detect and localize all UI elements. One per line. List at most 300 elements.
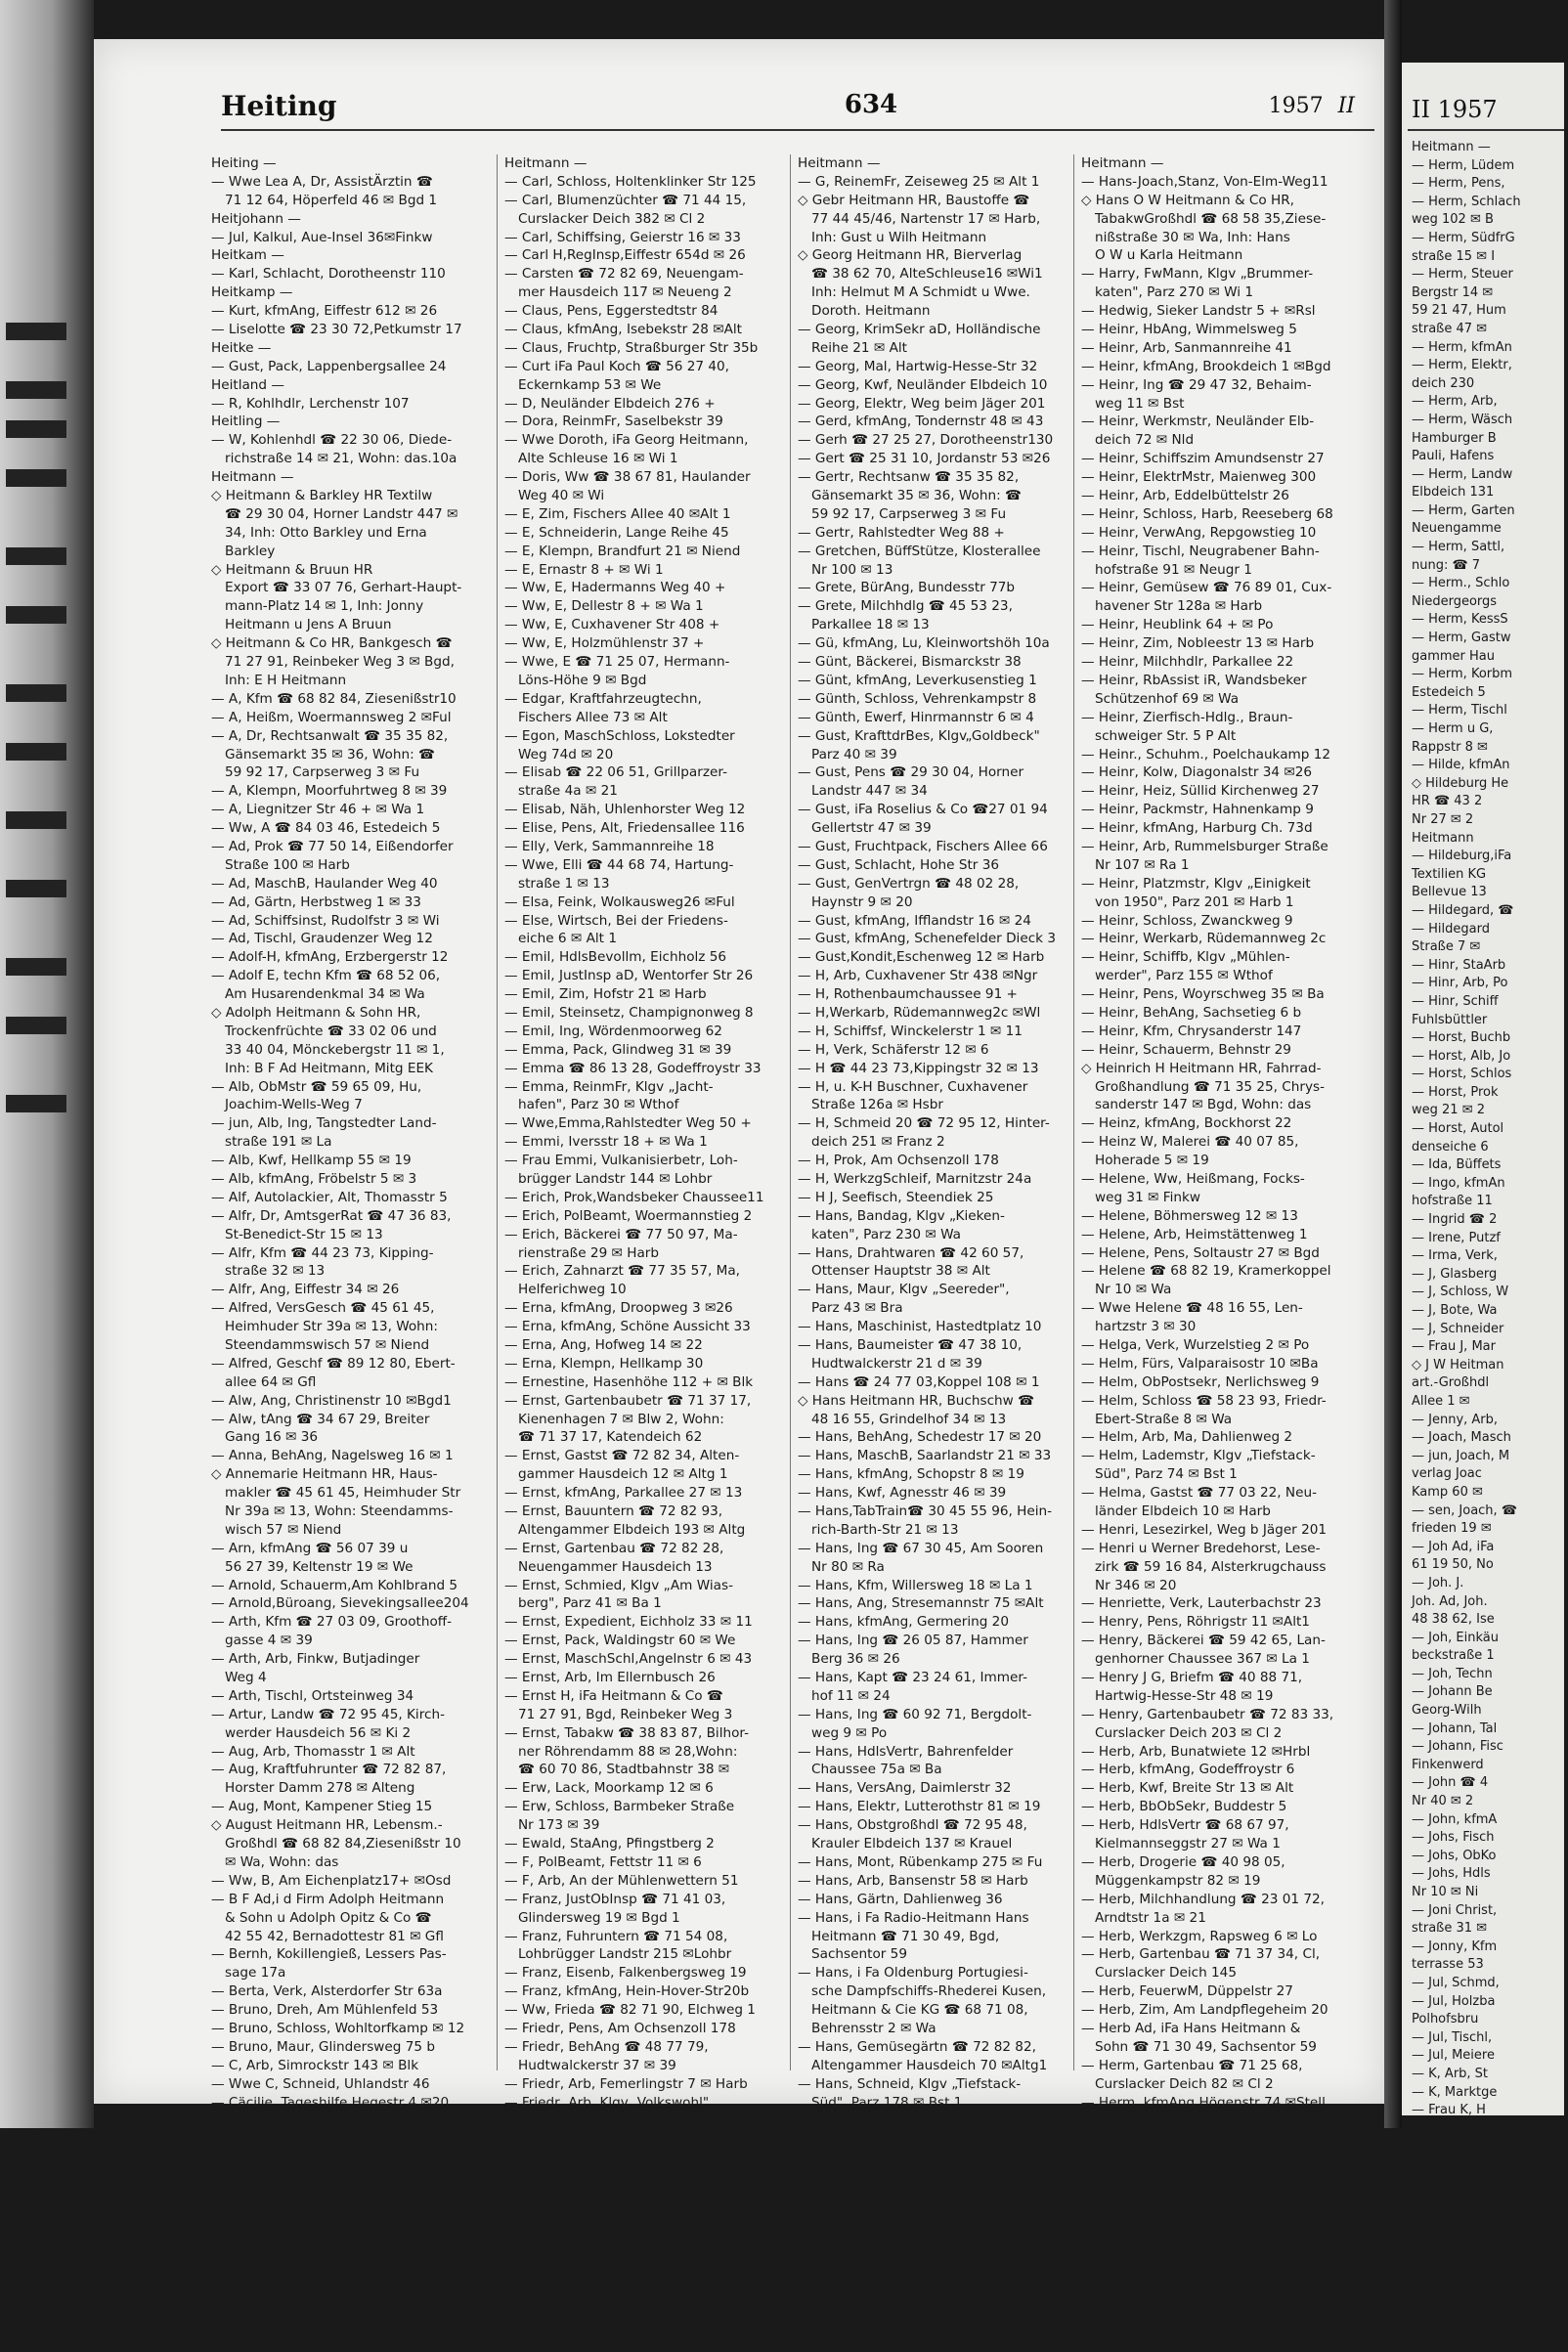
directory-entry-line: — Heinr, Zim, Nobleestr 13 ✉ Harb [1081, 635, 1315, 652]
directory-entry-line: — Heinr, Packmstr, Hahnenkamp 9 [1081, 802, 1314, 818]
facing-entry-line: — Herm, Steuer [1412, 267, 1513, 283]
directory-entry-line: — D, Neuländer Elbdeich 276 + [504, 395, 716, 412]
directory-entry-line: — Friedr, Arb, Klgv „Volkswohl", [504, 2094, 714, 2111]
directory-entry-line: werder Hausdeich 56 ✉ Ki 2 [225, 1724, 412, 1741]
directory-entry-line: — Egon, MaschSchloss, Lokstedter [504, 727, 735, 744]
directory-entry-line: hofstraße 91 ✉ Neugr 1 [1095, 561, 1252, 578]
directory-entry-line: — Arnold,Büroang, Sievekingsallee204 [211, 1595, 469, 1612]
directory-entry-line: — Gust,Kondit,Eschenweg 12 ✉ Harb [798, 949, 1045, 966]
directory-entry-line: — Hans, Ang, Stresemannstr 75 ✉Alt [798, 1595, 1044, 1612]
directory-entry-line: Inh: E H Heitmann [225, 672, 347, 688]
facing-entry-line: — Horst, Buchb [1412, 1030, 1511, 1046]
facing-entry-line: Nr 10 ✉ Ni [1412, 1885, 1479, 1899]
directory-entry-line: O W u Karla Heitmann [1095, 247, 1243, 264]
facing-entry-line: ◇ Hildeburg He [1412, 775, 1509, 791]
directory-entry-line: ◇ August Heitmann HR, Lebensm.- [211, 1817, 443, 1834]
directory-entry-line: sage 17a [225, 1965, 286, 1982]
directory-entry-line: — Bruno, Maur, Glindersweg 75 b [211, 2038, 435, 2055]
directory-entry-line: — Emil, Zim, Hofstr 21 ✉ Harb [504, 986, 707, 1003]
directory-entry-line: — Hans, Kapt ☎ 23 24 61, Immer- [798, 1670, 1028, 1686]
directory-entry-line: — Ernst, kfmAng, Parkallee 27 ✉ 13 [504, 1485, 743, 1502]
directory-entry-line: Ernst-Albers-Str 20 ✉ 26 [811, 2242, 974, 2258]
directory-entry-line: wisch 57 ✉ Niend [225, 1521, 342, 1538]
directory-entry-line: Heitmann & Cie KG ☎ 68 71 08, [811, 2002, 1028, 2019]
directory-entry-line: — Friedr, Pens, Am Ochsenzoll 178 [504, 2020, 736, 2036]
facing-entry-line: Neuengamme [1412, 521, 1502, 537]
directory-entry-line: — Hans, i Fa Radio-Heitmann Hans [798, 1909, 1029, 1926]
directory-entry-line: — Wwe Helene ☎ 48 16 55, Len- [1081, 1300, 1303, 1317]
directory-entry-line: — Gerd, kfmAng, Tondernstr 48 ✉ 43 [798, 414, 1044, 430]
facing-entry-line: Allee 1 ✉ [1412, 1393, 1470, 1409]
directory-entry-line: — H, Rothenbaumchaussee 91 + [798, 986, 1018, 1003]
directory-entry-line: — Carl, Klempnermstr ☎ 22 19 68, [211, 2242, 447, 2258]
facing-entry-line: Rappstr 8 ✉ [1412, 739, 1488, 755]
directory-entry-line: straße 191 ✉ La [225, 1134, 332, 1151]
directory-entry-line: — Georg, KrimSekr aD, Holländische [798, 322, 1041, 338]
directory-entry-line: Wohn: ☎ 47 24 35, Willistr 14 [518, 2168, 719, 2185]
directory-entry-line: — Wwe, E ☎ 71 25 07, Hermann- [504, 654, 730, 671]
directory-entry-line: — Heinr, kfmAng, Brookdeich 1 ✉Bgd [1081, 358, 1331, 374]
directory-entry-line: havener Str 128a ✉ Harb [1095, 598, 1263, 615]
directory-entry-line: allee 64 ✉ Gfl [225, 1373, 317, 1390]
directory-entry-line: Trockenfrüchte ☎ 33 02 06 und [225, 1023, 437, 1039]
facing-entry-line: — Ida, Büffets [1412, 1157, 1502, 1173]
directory-entry-line: weg 31 ✉ Finkw [1095, 1189, 1200, 1205]
directory-entry-line: — Hans, Schneid, Klgv „Tiefstack- [798, 2075, 1022, 2092]
directory-entry-line: — Hans,TabTrain☎ 30 45 55 96, Hein- [798, 1503, 1053, 1520]
directory-entry-line: — Gust, Fruchtpack, Fischers Allee 66 [798, 838, 1048, 854]
directory-entry-line: Gang 16 ✉ 36 [225, 1429, 319, 1446]
facing-entry-line: — Herm, Lüdem [1412, 157, 1515, 173]
directory-entry-line: — A, Dr, Rechtsanwalt ☎ 35 35 82, [211, 727, 449, 744]
directory-entry-line: Heimhuder Str 39a ✉ 13, Wohn: [225, 1319, 438, 1335]
directory-entry-line: — Ernst, MaschSchl,Angelnstr 6 ✉ 43 [504, 1651, 753, 1668]
directory-entry-line: — Gust, iFa Roselius & Co ☎27 01 94 [798, 802, 1048, 818]
directory-entry-line: damm 156 ✉ 39 [225, 2186, 334, 2202]
directory-entry-line: — Ernst, Bauuntern ☎ 72 82 93, [504, 1503, 723, 1520]
directory-entry-line: Heitmann — [798, 155, 881, 171]
directory-page [94, 39, 1384, 2351]
directory-entry-line: ◇ Heitmann & Barkley HR Textilw [211, 488, 433, 504]
directory-entry-line: Nr 39a ✉ 13, Wohn: Steendamms- [225, 1503, 454, 1520]
directory-entry-line: — Helene, Arb, Heimstättenweg 1 [1081, 1226, 1308, 1242]
facing-entry-line: — Johs, ObKo [1412, 1848, 1497, 1863]
directory-entry-line: Doroth. Heitmann [811, 303, 931, 320]
directory-entry-line: richstraße 14 ✉ 21, Wohn: das.10a [225, 451, 457, 467]
directory-entry-line: — Georg, Mal, Hartwig-Hesse-Str 32 [798, 358, 1038, 374]
facing-entry-line: — Horst, Alb, Jo [1412, 1048, 1511, 1064]
directory-entry-line: 56 27 39, Keltenstr 19 ✉ We [225, 1558, 414, 1575]
directory-entry-line: ☎ 71 37 17, Katendeich 62 [518, 1429, 703, 1446]
directory-entry-line: Barkley [225, 543, 276, 559]
directory-entry-line: Nr 100 ✉ 13 [811, 561, 893, 578]
facing-entry-line: — Jul, Holzba [1412, 1993, 1496, 2009]
facing-entry-line: — Joh Ad, iFa [1412, 1539, 1495, 1554]
directory-entry-line: — Friedrich, Dr, Wirtschaftsprüfer☎ [504, 2131, 744, 2148]
directory-entry-line: — Bruno, Dreh, Am Mühlenfeld 53 [211, 2002, 439, 2019]
directory-entry-line: — Heinr, Werkarb, Rüdemannweg 2c [1081, 931, 1327, 947]
directory-entry-line: zirk ☎ 59 16 84, Alsterkrugchauss [1095, 1558, 1327, 1575]
directory-entry-line: — Hans, Ing ☎ 60 92 71, Bergdolt- [798, 1706, 1032, 1722]
directory-entry-line: — Emil, Ing, Wördenmoorweg 62 [504, 1023, 722, 1039]
directory-entry-line: — Hedwig, Sieker Landstr 5 + ✉Rsl [1081, 303, 1316, 320]
directory-entry-line: — Alfr, Ang, Eiffestr 34 ✉ 26 [211, 1282, 400, 1298]
directory-entry-line: — Elisab, Näh, Uhlenhorster Weg 12 [504, 802, 746, 818]
directory-entry-line: Heitkamp — [211, 284, 293, 301]
directory-entry-line: Fischers Allee 73 ✉ Alt [518, 709, 668, 725]
directory-entry-line: mer Hausdeich 117 ✉ Neueng 2 [518, 284, 732, 301]
facing-entry-line: — J, Bote, Wa [1412, 1303, 1498, 1318]
directory-entry-line: — Elsa, Feink, Wolkausweg26 ✉Ful [504, 893, 735, 910]
facing-entry-line: — K, Marktge [1412, 2084, 1498, 2100]
directory-entry-line: — Heinr, Ing ☎ 29 47 32, Behaim- [1081, 376, 1312, 393]
directory-entry-line: — H, u. K-H Buschner, Cuxhavener [798, 1078, 1028, 1095]
directory-entry-line: — Elisab ☎ 22 06 51, Grillparzer- [504, 764, 727, 781]
directory-entry-line: — Arnold, Schauerm,Am Kohlbrand 5 [211, 1577, 458, 1593]
directory-entry-line: — Gust, Schlacht, Hohe Str 36 [798, 856, 1000, 873]
directory-entry-line: — Hans, Elektr, Lutterothstr 81 ✉ 19 [798, 1799, 1041, 1815]
facing-entry-line: — Herm, Pens, [1412, 176, 1505, 192]
directory-entry-line: — Emil, Steinsetz, Champignonweg 8 [504, 1004, 754, 1021]
directory-entry-line: — Ernst, Expedient, Eichholz 33 ✉ 11 [504, 1614, 753, 1631]
directory-entry-line: — Georg, Kwf, Neuländer Elbdeich 10 [798, 376, 1048, 393]
directory-entry-line: Glindersweg 19 ✉ Bgd 1 [518, 1909, 680, 1926]
facing-entry-line: straße 15 ✉ I [1412, 248, 1496, 264]
directory-entry-line: Heitling — [211, 414, 281, 430]
facing-entry-line: Pauli, Hafens [1412, 449, 1495, 464]
directory-entry-line: — Heinr, Schloss, Harb, Reeseberg 68 [1081, 505, 1333, 522]
directory-entry-line: St-Benedict-Str 15 ✉ 13 [225, 1226, 383, 1242]
facing-entry-line: — J, Glasberg [1412, 1266, 1498, 1282]
directory-entry-line: gasse 4 ✉ 39 [225, 1633, 313, 1649]
directory-entry-line: — Arth, Tischl, Ortsteinweg 34 [211, 1687, 414, 1704]
directory-entry-line: ◇ Heitmann & Co HR, Bankgesch ☎ [211, 635, 453, 652]
directory-entry-line: Weg 40 ✉ Wi [518, 488, 605, 504]
directory-entry-line: Großhandlung ☎ 71 35 25, Chrys- [1095, 1078, 1326, 1095]
facing-entry-line: — Irma, Verk, [1412, 1248, 1498, 1264]
directory-entry-line: Curslacker Deich 382 ✉ Cl 2 [518, 210, 706, 227]
directory-entry-line: — F, PolBeamt, Fettstr 11 ✉ 6 [504, 1853, 702, 1870]
directory-entry-line: — Jul, Kalkul, Aue-Insel 36✉Finkw [211, 229, 433, 245]
directory-entry-line: Großhdl ☎ 68 82 84,Ziesenißstr 10 [225, 1836, 461, 1852]
directory-entry-line: — Doris, Ww ☎ 38 67 81, Haulander [504, 469, 751, 486]
directory-entry-line: Ebert-Straße 8 ✉ Wa [1095, 1411, 1233, 1427]
directory-entry-line: Heitkam — [211, 247, 284, 264]
directory-entry-line: 42 55 42, Bernadottestr 81 ✉ Gfl [225, 1928, 444, 1944]
directory-entry-line: Arndtstr 1a ✉ 21 [1095, 1909, 1206, 1926]
directory-entry-line: — W, Kohlenhdl ☎ 22 30 06, Diede- [211, 432, 453, 449]
directory-entry-line: Steindamm 67 ✉ Alt [1095, 2297, 1231, 2314]
directory-entry-line: Nr 346 ✉ 20 [1095, 1577, 1177, 1593]
directory-entry-line: ◇ Hans Heitmann & Sohn HR, Rund- [798, 2112, 1038, 2129]
facing-entry-line: straße 47 ✉ [1412, 321, 1488, 336]
directory-entry-line: — H, Schiffsf, Winckelerstr 1 ✉ 11 [798, 1023, 1023, 1039]
directory-entry-line: — Heinr., Schuhm., Poelchaukamp 12 [1081, 746, 1331, 762]
directory-entry-line: — Alfred, Geschf ☎ 89 12 80, Ebert- [211, 1355, 456, 1372]
directory-entry-line: — Hans, Maschinist, Hastedtplatz 10 [798, 1319, 1042, 1335]
directory-entry-line: — Gertr, Rechtsanw ☎ 35 35 82, [798, 469, 1020, 486]
directory-entry-line: — Herm, Gartenbau ☎ 71 25 68, [1081, 2057, 1303, 2073]
directory-entry-line: — Hans ☎ 24 77 03,Koppel 108 ✉ 1 [798, 1373, 1040, 1390]
directory-entry-line: — G, kfmAng, Neuländer Elbdeich [504, 2316, 730, 2332]
directory-entry-line: Curslacker Deich 145 [1095, 1965, 1237, 1982]
facing-entry-line: Bellevue 13 [1412, 885, 1487, 900]
column-divider [790, 154, 791, 2070]
directory-entry-line: — Alw, Ang, Christinenstr 10 ✉Bgd1 [211, 1392, 452, 1409]
directory-entry-line: freunde", Parz 22 ✉ Wa 1 [518, 2279, 686, 2295]
directory-column-4 [1081, 154, 1365, 2314]
directory-entry-line: — Günth, Ewerf, Hinrmannstr 6 ✉ 4 [798, 709, 1034, 725]
directory-entry-line: Straße 126a ✉ Hsbr [811, 1097, 943, 1113]
directory-entry-line: Ottenser Hauptstr 38 ✉ Alt [811, 1263, 990, 1280]
directory-entry-line: — E, Ernastr 8 + ✉ Wi 1 [504, 561, 664, 578]
directory-entry-line: — Hans, Obstgroßhdl ☎ 72 95 48, [798, 1817, 1027, 1834]
directory-column-1 [211, 154, 495, 2314]
directory-entry-line: — Helene, Böhmersweg 12 ✉ 13 [1081, 1207, 1298, 1224]
directory-entry-line: — Artur, Landw ☎ 72 95 45, Kirch- [211, 1706, 445, 1722]
facing-entry-line: — Jul, Schmd, [1412, 1975, 1500, 1990]
directory-entry-line: — Ww, B, Am Eichenplatz17+ ✉Osd [211, 1872, 452, 1889]
directory-entry-line: Haynstr 9 ✉ 20 [811, 893, 913, 910]
facing-entry-line: — Käthe, Ko [1412, 2175, 1489, 2191]
facing-entry-line: — Frau J, Mar [1412, 1339, 1496, 1355]
directory-entry-line: — Heinr, Zierfisch-Hdlg., Braun- [1081, 709, 1293, 725]
directory-entry-line: — Herb, Milchhandlung ☎ 23 01 72, [1081, 1891, 1325, 1907]
directory-entry-line: — Erna, Ang, Hofweg 14 ✉ 22 [504, 1337, 703, 1353]
directory-entry-line: Inh: Helmut M A Schmidt u Wwe. [811, 284, 1030, 301]
directory-entry-line: — Herm, SchiffbTechn, Rellinger Str 35 [1081, 2168, 1339, 2185]
directory-entry-line: Parkallee 18 ✉ 13 [811, 617, 930, 633]
directory-entry-line: Nr 80 ✉ Ra [811, 1558, 885, 1575]
directory-entry-line: straße 32 ✉ 13 [225, 1263, 326, 1280]
directory-entry-line: Süd", Parz 74 ✉ Bst 1 [1095, 1466, 1238, 1483]
directory-entry-line: — Gust, Pens ☎ 29 30 04, Horner [798, 764, 1024, 781]
directory-entry-line: — Cäcilie, Arb, Lassallestr 2 ✉ Harb [211, 2112, 448, 2129]
directory-entry-line: — Helma, Gastst ☎ 77 03 22, Neu- [1081, 1485, 1317, 1502]
directory-entry-line: — Ad, Schiffsinst, Rudolfstr 3 ✉ Wi [211, 912, 440, 929]
facing-entry-line: — Herm, Sattl, [1412, 540, 1505, 555]
directory-entry-line: — Carsten ☎ 72 82 69, Neuengam- [504, 266, 744, 283]
facing-entry-line: — Herm, Garten [1412, 502, 1515, 518]
directory-entry-line: — Curt iFa Paul Koch ☎ 56 27 40, [504, 358, 729, 374]
directory-entry-line: — Alb, Kwf, Hellkamp 55 ✉ 19 [211, 1153, 412, 1169]
directory-entry-line: — Heinr, Schiffszim Amundsenstr 27 [1081, 451, 1325, 467]
directory-entry-line: Krauler Elbdeich 137 ✉ Krauel [811, 1836, 1013, 1852]
directory-entry-line: Heitmann — [1081, 155, 1164, 171]
directory-entry-line: — Henry, Gartenbaubetr ☎ 72 83 33, [1081, 1706, 1334, 1722]
directory-entry-line: weg 9 ✉ Po [811, 1724, 888, 1741]
facing-page [1402, 63, 1564, 2263]
directory-entry-line: Heitmann u Herb Ad Heitmann [811, 2168, 1017, 2185]
directory-entry-line: — Erw, Lack, Moorkamp 12 ✉ 6 [504, 1780, 714, 1797]
directory-entry-line: — Hans, Kfm, Willersweg 18 ✉ La 1 [798, 1577, 1033, 1593]
facing-entry-line: — Herm, KessS [1412, 612, 1508, 628]
directory-entry-line: — Herb Ad, iFa Hans Heitmann & [1081, 2020, 1301, 2036]
directory-entry-line: — Ernst, Tabakw ☎ 38 83 87, Bilhor- [504, 1724, 750, 1741]
directory-entry-line: — Hans, Kwf, Agnesstr 46 ✉ 39 [798, 1485, 1007, 1502]
directory-entry-line: & Sohn ☎ 71 30 49, Sachsentor 59 [811, 2316, 1048, 2332]
directory-entry-line: — Hans, Mont, Rübenkamp 275 ✉ Fu [798, 1853, 1043, 1870]
directory-entry-line: — Helene ☎ 68 82 19, Kramerkoppel [1081, 1263, 1331, 1280]
directory-entry-line: — Henri, Lesezirkel, Weg b Jäger 201 [1081, 1521, 1328, 1538]
directory-entry-line: — Emma ☎ 86 13 28, Godeffroystr 33 [504, 1060, 762, 1076]
directory-entry-line: genhorner Chaussee 367 ✉ La 1 [1095, 1651, 1310, 1668]
directory-entry-line: Schützenhof 69 ✉ Wa [1095, 690, 1240, 707]
directory-entry-line: Gellertstr 47 ✉ 39 [811, 820, 932, 837]
directory-entry-line: von 1950", Parz 201 ✉ Harb 1 [1095, 893, 1294, 910]
directory-entry-line: Sachsentor 59 [811, 1946, 907, 1963]
directory-entry-line: ◇ Georg Heitmann HR, Bierverlag [798, 247, 1023, 264]
directory-entry-line: 32 62 67, Mönckebergstr 18 ✉ 1, [518, 2150, 738, 2166]
directory-entry-line: — Alw, tAng ☎ 34 67 29, Breiter [211, 1411, 430, 1427]
directory-entry-line: — Helm, Arb, Ma, Dahlienweg 2 [1081, 1429, 1293, 1446]
directory-entry-line: — Grete, BürAng, Bundesstr 77b [798, 580, 1016, 596]
directory-entry-line: — Heinr, Milchhdlr, Parkallee 22 [1081, 654, 1294, 671]
directory-entry-line: Inh: B F Ad Heitmann, Mitg EEK [225, 1060, 433, 1076]
directory-entry-line: — Berta, Verk, Alsterdorfer Str 63a [211, 1983, 443, 2000]
directory-entry-line: — Günt, Bäckerei, Bismarckstr 38 [798, 654, 1022, 671]
directory-entry-line: — Heinr, Schloss, Zwanckweg 9 [1081, 912, 1293, 929]
directory-column-2 [504, 154, 788, 2351]
facing-entry-line: — Herm., Schlo [1412, 576, 1510, 591]
directory-entry-line: rienstraße 29 ✉ Harb [518, 1244, 660, 1261]
directory-entry-line: — Franz, kfmAng, Hein-Hover-Str20b [504, 1983, 750, 2000]
directory-entry-line: werder", Parz 155 ✉ Wthof [1095, 968, 1273, 984]
directory-entry-line: brügger Landstr 144 ✉ Lohbr [518, 1170, 713, 1187]
directory-entry-line: Behrensstr 2 ✉ Wa [811, 2020, 936, 2036]
facing-entry-line: Nr 40 ✉ 2 [1412, 1794, 1474, 1809]
directory-entry-line: — Alb, ObMstr ☎ 59 65 09, Hu, [211, 1078, 422, 1095]
directory-entry-line: — G, ReinemFr, Zeiseweg 25 ✉ Alt 1 [798, 173, 1040, 190]
directory-entry-line: — Herb, Arb, Bunatwiete 12 ✉Hrbl [1081, 1743, 1311, 1760]
facing-entry-line: weg 102 ✉ B [1412, 212, 1494, 228]
facing-entry-line: — Herm u G, [1412, 721, 1494, 736]
directory-entry-line: — Günt, kfmAng, Leverkusenstieg 1 [798, 672, 1037, 688]
directory-entry-line: — Bruno, Schloss, Wohltorfkamp ✉ 12 [211, 2020, 465, 2036]
directory-entry-line: — Grete, Milchhdlg ☎ 45 53 23, [798, 598, 1013, 615]
facing-entry-line: — sen, Joach, ☎ [1412, 1503, 1518, 1518]
facing-entry-line: — Hildegard, ☎ [1412, 902, 1514, 918]
directory-entry-line: hof 11 ✉ 24 [811, 1687, 891, 1704]
directory-entry-line: Hudtwalckerstr 21 d ✉ 39 [811, 1355, 982, 1372]
facing-entry-line: — Joh, Einkäu [1412, 1630, 1499, 1645]
facing-entry-line: Georg-Wilh [1412, 1703, 1482, 1719]
directory-entry-line: — Bernh, Kokillengieß, Lessers Pas- [211, 1946, 447, 1963]
directory-entry-line: — Cäcilie, Tageshilfe,Heqestr 4 ✉20 [211, 2094, 450, 2111]
facing-entry-line: — Johann Be [1412, 1684, 1493, 1700]
directory-entry-line: — Henri u Werner Bredehorst, Lese- [1081, 1540, 1321, 1556]
directory-entry-line: — Ernestine, Hasenhöhe 112 + ✉ Blk [504, 1373, 754, 1390]
directory-entry-line: — Alfred, VersGesch ☎ 45 61 45, [211, 1300, 435, 1317]
directory-entry-line: — Emma, ReinmFr, Klgv „Jacht- [504, 1078, 714, 1095]
facing-entry-line: — Johs, Fisch [1412, 1830, 1495, 1846]
directory-entry-line: — Friedrich-W, Tischl, Nordschles- [504, 2186, 730, 2202]
directory-entry-line: sanderstr 147 ✉ Bgd, Wohn: das [1095, 1097, 1312, 1113]
directory-entry-line: — Wwe,Emma,Rahlstedter Weg 50 + [504, 1115, 752, 1132]
directory-entry-line: — Emil, HdlsBevollm, Eichholz 56 [504, 949, 727, 966]
directory-entry-line: — Herb, Drogerie ☎ 40 98 05, [1081, 1853, 1285, 1870]
directory-entry-line: 34, Inh: Otto Barkley und Erna [225, 524, 427, 541]
directory-entry-line: — Ad, Prok ☎ 77 50 14, Eißendorfer [211, 838, 454, 854]
directory-entry-line: — H, Schmeid 20 ☎ 72 95 12, Hinter- [798, 1115, 1050, 1132]
directory-entry-line: Lohbrügger Landstr 215 ✉Lohbr [518, 1946, 732, 1963]
directory-entry-line: Am Husarendenkmal 34 ✉ Wa [225, 986, 425, 1003]
facing-entry-line: gammer Hau [1412, 648, 1496, 664]
directory-entry-line: — Hans, VersAng, Daimlerstr 32 [798, 1780, 1012, 1797]
directory-entry-line: — H J, Seefisch, Steendiek 25 [798, 1189, 994, 1205]
directory-entry-line: — A, Klempn, Moorfuhrtweg 8 ✉ 39 [211, 783, 448, 800]
facing-entry-line: — Hinr, StaArb [1412, 957, 1506, 973]
directory-entry-line: — Hans, kfmAng, Germering 20 [798, 1614, 1009, 1631]
facing-entry-line: — Joh, Techn [1412, 1666, 1493, 1681]
directory-entry-line: — Alfr, Kfm ☎ 44 23 73, Kipping- [211, 1244, 434, 1261]
directory-entry-line: — B F Ad,i d Firm Adolph Heitmann [211, 1891, 445, 1907]
directory-entry-line: — Henry, Pens, Röhrigstr 11 ✉Alt1 [1081, 1614, 1310, 1631]
directory-entry-line: Hoherade 5 ✉ 19 [1095, 1153, 1209, 1169]
directory-entry-line: — Herm, Buch, Käthnerort 67 ✉ 21 [1081, 2112, 1314, 2129]
directory-entry-line: — jun, Alb, Ing, Tangstedter Land- [211, 1115, 437, 1132]
directory-entry-line: — Claus, kfmAng, Isebekstr 28 ✉Alt [504, 322, 742, 338]
directory-entry-line: — Heinz, kfmAng, Bockhorst 22 [1081, 1115, 1292, 1132]
directory-entry-line: & Sohn u Adolph Opitz & Co ☎ [225, 1909, 432, 1926]
directory-entry-line: — Heinr, Schauerm, Behnstr 29 [1081, 1041, 1291, 1058]
directory-entry-line: — Carl, Kelln, Lutterothstr 99 ✉ 19 [211, 2223, 441, 2240]
directory-entry-line: straße 5 ✉ 13 [518, 2242, 610, 2258]
facing-entry-line: — Herm, kfmAn [1412, 339, 1512, 355]
running-head: Heiting [221, 90, 337, 122]
facing-entry-line: — Jenny, Arb, [1412, 1412, 1499, 1427]
directory-entry-line: Curslacker Deich 82 ✉ Cl 2 [1095, 2075, 1274, 2092]
directory-entry-line: Gänsemarkt 35 ✉ 36, Wohn: ☎ [225, 746, 435, 762]
directory-entry-line: — Fritz, kfmAng ☎ 45 18 78, Fröbel- [504, 2223, 748, 2240]
facing-entry-line: Polhofsbru [1412, 2012, 1479, 2027]
directory-entry-line: — Hans-Gerhard, ExpKfm ☎ 59 53 76, [798, 2260, 1057, 2277]
facing-entry-line: — Ingo, kfmAn [1412, 1175, 1505, 1191]
facing-entry-line: — John ☎ 4 [1412, 1775, 1489, 1791]
facing-entry-line: Textilien KG [1412, 866, 1487, 882]
directory-column-3 [798, 154, 1081, 2332]
directory-entry-line: — Hans-Joach,Stanz, Von-Elm-Weg11 [1081, 173, 1328, 190]
directory-entry-line: Reihe 21 ✉ Alt [811, 339, 908, 356]
facing-entry-line: 61 19 50, No [1412, 1557, 1494, 1573]
directory-entry-line: — Ernst, Pack, Waldingstr 60 ✉ We [504, 1633, 736, 1649]
page-year [1269, 94, 1355, 118]
directory-entry-line: weg 11 ✉ Bst [1095, 395, 1185, 412]
directory-entry-line: makler ☎ 45 61 45, Heimhuder Str [225, 1485, 461, 1502]
directory-entry-line: — H, Verk, Schäferstr 12 ✉ 6 [798, 1041, 989, 1058]
directory-entry-line: — Hans, Baumeister ☎ 47 38 10, [798, 1337, 1023, 1353]
directory-entry-line: Berg 36 ✉ 26 [811, 1651, 900, 1668]
directory-entry-line: — Heinr, HbAng, Wimmelsweg 5 [1081, 322, 1297, 338]
facing-entry-line: deich 230 [1412, 375, 1475, 391]
directory-entry-line: hafen", Parz 30 ✉ Wthof [518, 1097, 679, 1113]
directory-entry-line: — Carl, Schlacht. Großheidestr 26 [211, 2204, 437, 2221]
directory-entry-line: — Heinr, Tischl, Neugrabener Bahn- [1081, 543, 1320, 559]
directory-entry-line: ◇ Annemarie Heitmann HR, Haus- [211, 1466, 438, 1483]
directory-entry-line: — Hans, Günth, iFa Hans Heitmann [798, 2297, 1032, 2314]
directory-entry-line: nißstraße 30 ✉ Wa, Inh: Hans [1095, 229, 1290, 245]
directory-entry-line: Neuengammer Hausdeich 13 [518, 1558, 713, 1575]
facing-entry-line: — Hinr, Arb, Po [1412, 976, 1508, 991]
directory-entry-line: — Heinr, Platzmstr, Klgv „Einigkeit [1081, 875, 1311, 892]
directory-entry-line: — Herm, Monteur, Soltaustr 10 [1081, 2223, 1288, 2240]
directory-entry-line: — Erich, PolBeamt, Woermannstieg 2 [504, 1207, 753, 1224]
facing-entry-line: — J, Schloss, W [1412, 1285, 1509, 1300]
facing-entry-line: Z 1 ✉ [1412, 2120, 1448, 2136]
directory-entry-line: — Herm, Schloss, Nettelnburger [1081, 2131, 1295, 2148]
directory-entry-line: Heitmann — [211, 469, 294, 486]
facing-entry-line: Kamp 60 ✉ [1412, 1484, 1483, 1500]
